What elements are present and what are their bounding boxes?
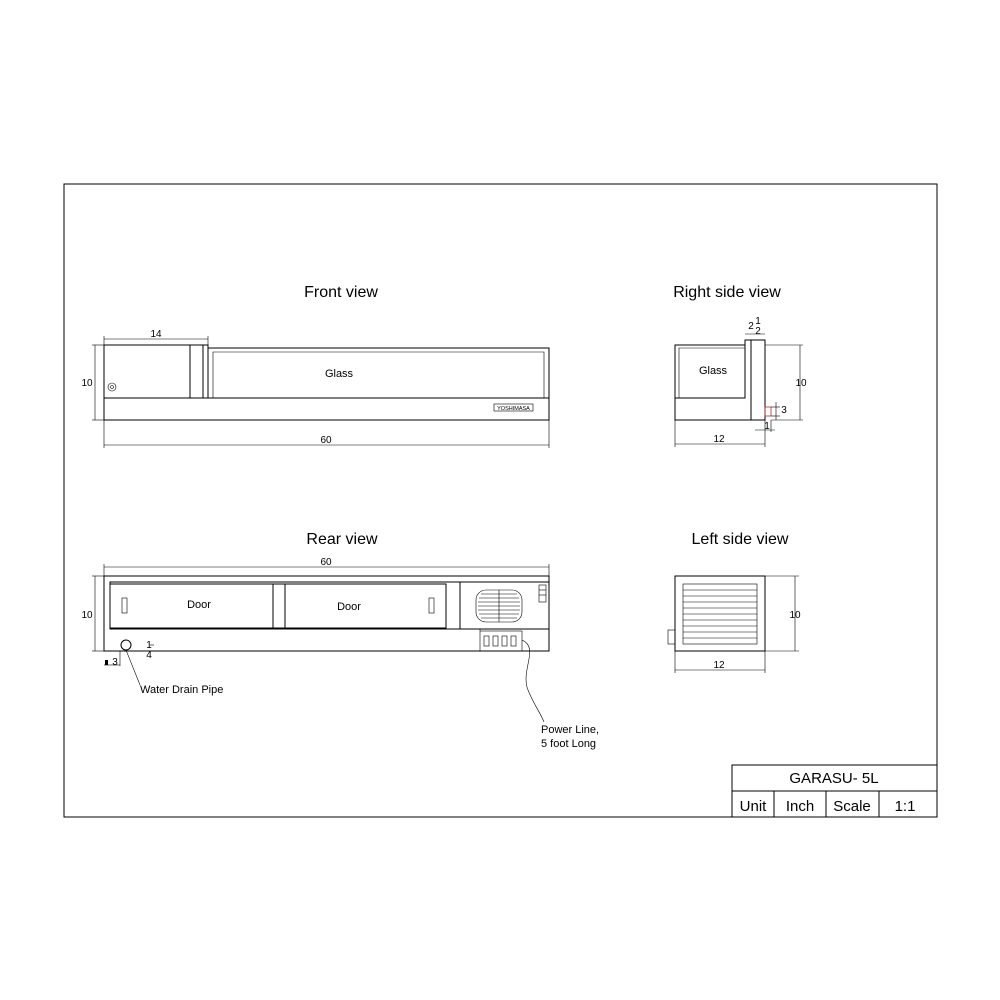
model-name: GARASU- 5L — [789, 770, 879, 787]
front-view — [81, 284, 549, 448]
power-label-line1: Power Line, — [541, 724, 600, 736]
rear-view-title: Rear view — [306, 531, 378, 548]
front-glass-label: Glass — [324, 368, 354, 380]
sheet-border — [64, 184, 937, 817]
drain-pipe-icon — [121, 640, 131, 650]
right-dim-top-b: 1 — [755, 316, 761, 327]
lock-icon — [108, 383, 116, 391]
right-view-title: Right side view — [673, 284, 781, 301]
rear-view — [81, 531, 599, 750]
front-dim-width: 60 — [320, 435, 332, 446]
rear-dim-drain-b: 4 — [146, 650, 152, 661]
rear-door-right-handle — [429, 598, 434, 613]
power-label-line2: 5 foot Long — [541, 738, 597, 750]
front-door-panel — [104, 345, 208, 398]
rear-door-left-label: Door — [187, 599, 211, 611]
right-dim-height: 10 — [795, 378, 807, 389]
scale-value: 1:1 — [894, 798, 916, 815]
rear-door-left-handle — [122, 598, 127, 613]
left-dim-height: 10 — [789, 610, 801, 621]
right-dim-top-a: 2 — [748, 321, 754, 332]
rear-dim-drain-a: 1 — [146, 640, 152, 651]
front-base — [104, 398, 549, 420]
rear-dim-width: 60 — [320, 557, 332, 568]
rear-door-right — [285, 584, 446, 628]
right-dim-side: 3 — [781, 405, 787, 416]
front-view-title: Front view — [304, 284, 378, 301]
brand-label: YOSHIMASA — [497, 406, 530, 412]
scale-label: Scale — [833, 798, 871, 815]
left-plug — [668, 630, 675, 644]
front-glass — [208, 348, 549, 398]
rear-door-right-label: Door — [337, 601, 361, 613]
left-side-view — [668, 531, 801, 673]
right-glass-label: Glass — [698, 365, 728, 377]
right-plug — [765, 407, 771, 416]
right-dim-top-c: 2 — [755, 326, 761, 337]
power-cable — [522, 640, 544, 722]
front-dim-door: 14 — [150, 329, 162, 340]
right-side-view — [673, 284, 807, 447]
title-block — [732, 765, 937, 817]
left-view-title: Left side view — [691, 531, 789, 548]
left-dim-depth: 12 — [713, 660, 725, 671]
rear-dim-height: 10 — [81, 610, 93, 621]
left-body — [675, 576, 765, 651]
front-dim-height: 10 — [81, 378, 93, 389]
rear-body — [104, 576, 549, 651]
unit-label: Unit — [739, 798, 767, 815]
unit-value: Inch — [785, 798, 815, 815]
right-dim-depth: 12 — [713, 434, 725, 445]
drain-label: Water Drain Pipe — [140, 684, 224, 696]
right-dim-bottom: 1 — [764, 421, 770, 432]
rear-dim-drain-offset: 3 — [112, 657, 118, 668]
